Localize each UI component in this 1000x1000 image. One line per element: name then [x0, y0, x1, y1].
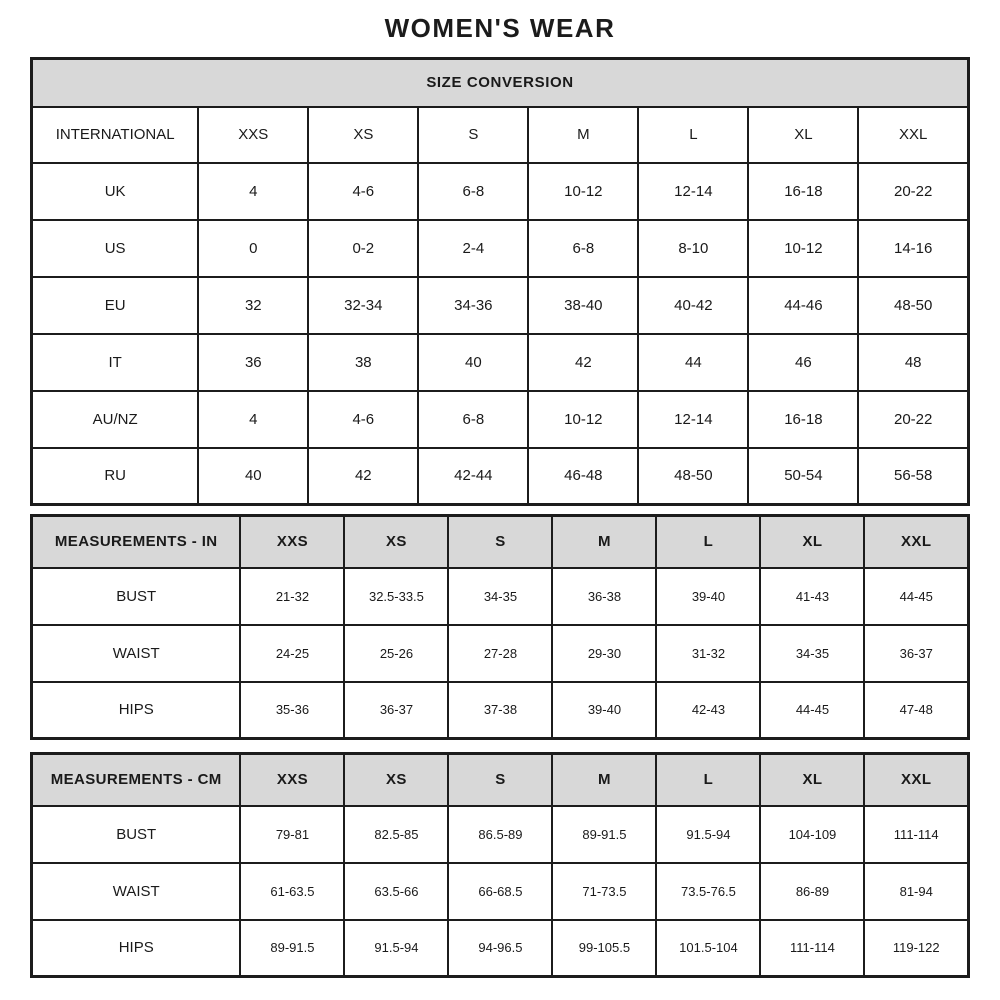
measurement-cell: 35-36: [240, 682, 344, 739]
size-cell: 20-22: [858, 163, 968, 220]
table-row: [32, 391, 969, 448]
table-banner-row: [32, 59, 969, 107]
measurement-cell: 104-109: [760, 806, 864, 863]
row-label: BUST: [32, 568, 241, 625]
size-cell: 42: [528, 334, 638, 391]
size-cell: 48-50: [858, 277, 968, 334]
measurement-cell: 63.5-66: [344, 863, 448, 920]
row-label: AU/NZ: [32, 391, 199, 448]
column-header: XL: [748, 107, 858, 163]
column-header: XXS: [240, 754, 344, 806]
measurement-cell: 91.5-94: [344, 920, 448, 977]
measurements-in-header-row: [32, 516, 969, 568]
size-cell: 32-34: [308, 277, 418, 334]
measurement-cell: 61-63.5: [240, 863, 344, 920]
table-row: [32, 863, 969, 920]
measurement-cell: 34-35: [448, 568, 552, 625]
measurement-cell: 82.5-85: [344, 806, 448, 863]
size-cell: 4-6: [308, 391, 418, 448]
measurement-cell: 47-48: [864, 682, 968, 739]
table-row: [32, 806, 969, 863]
measurement-cell: 111-114: [864, 806, 968, 863]
size-conversion-heading: SIZE CONVERSION: [32, 59, 969, 107]
size-cell: 10-12: [528, 391, 638, 448]
size-cell: 46: [748, 334, 858, 391]
table-row: [32, 625, 969, 682]
column-header: XXL: [864, 754, 968, 806]
measurement-cell: 27-28: [448, 625, 552, 682]
row-label: WAIST: [32, 863, 241, 920]
row-label: US: [32, 220, 199, 277]
measurement-cell: 89-91.5: [240, 920, 344, 977]
measurement-cell: 36-37: [864, 625, 968, 682]
measurement-cell: 81-94: [864, 863, 968, 920]
size-cell: 40: [418, 334, 528, 391]
column-header: XS: [344, 754, 448, 806]
column-header: XXL: [858, 107, 968, 163]
row-label: WAIST: [32, 625, 241, 682]
column-header: XXS: [240, 516, 344, 568]
measurement-cell: 89-91.5: [552, 806, 656, 863]
table-row: [32, 920, 969, 977]
measurement-cell: 86-89: [760, 863, 864, 920]
column-header: INTERNATIONAL: [32, 107, 199, 163]
measurement-cell: 25-26: [344, 625, 448, 682]
size-cell: 42-44: [418, 448, 528, 505]
size-header-row: [32, 107, 969, 163]
table-row: [32, 448, 969, 505]
column-header: XL: [760, 516, 864, 568]
column-header: XL: [760, 754, 864, 806]
size-cell: 42: [308, 448, 418, 505]
measurement-cell: 44-45: [760, 682, 864, 739]
size-cell: 48: [858, 334, 968, 391]
size-cell: 2-4: [418, 220, 528, 277]
size-cell: 10-12: [528, 163, 638, 220]
measurement-cell: 73.5-76.5: [656, 863, 760, 920]
measurements-in-table: [30, 514, 970, 740]
size-cell: 6-8: [418, 163, 528, 220]
measurement-cell: 99-105.5: [552, 920, 656, 977]
column-header: XXS: [198, 107, 308, 163]
measurement-cell: 91.5-94: [656, 806, 760, 863]
column-header: XXL: [864, 516, 968, 568]
size-cell: 14-16: [858, 220, 968, 277]
size-cell: 44-46: [748, 277, 858, 334]
measurement-cell: 36-38: [552, 568, 656, 625]
size-cell: 34-36: [418, 277, 528, 334]
size-cell: 0: [198, 220, 308, 277]
measurements-cm-table: [30, 752, 970, 978]
size-cell: 16-18: [748, 163, 858, 220]
size-cell: 20-22: [858, 391, 968, 448]
table-row: [32, 163, 969, 220]
row-label: IT: [32, 334, 199, 391]
row-label: EU: [32, 277, 199, 334]
measurement-cell: 39-40: [552, 682, 656, 739]
column-header: S: [448, 516, 552, 568]
size-cell: 46-48: [528, 448, 638, 505]
measurement-cell: 42-43: [656, 682, 760, 739]
measurement-cell: 39-40: [656, 568, 760, 625]
size-cell: 8-10: [638, 220, 748, 277]
row-label: HIPS: [32, 920, 241, 977]
column-header: L: [656, 516, 760, 568]
measurement-cell: 94-96.5: [448, 920, 552, 977]
table-row: [32, 220, 969, 277]
size-cell: 6-8: [418, 391, 528, 448]
size-cell: 44: [638, 334, 748, 391]
size-cell: 12-14: [638, 391, 748, 448]
size-cell: 6-8: [528, 220, 638, 277]
measurement-cell: 34-35: [760, 625, 864, 682]
measurement-cell: 32.5-33.5: [344, 568, 448, 625]
column-header: M: [528, 107, 638, 163]
measurement-cell: 31-32: [656, 625, 760, 682]
size-cell: 50-54: [748, 448, 858, 505]
table-row: [32, 682, 969, 739]
size-cell: 12-14: [638, 163, 748, 220]
measurement-cell: 21-32: [240, 568, 344, 625]
size-cell: 10-12: [748, 220, 858, 277]
table-row: [32, 277, 969, 334]
measurement-cell: 29-30: [552, 625, 656, 682]
column-header: M: [552, 516, 656, 568]
row-label: UK: [32, 163, 199, 220]
measurement-cell: 111-114: [760, 920, 864, 977]
column-header: XS: [308, 107, 418, 163]
row-label: HIPS: [32, 682, 241, 739]
page-title: WOMEN'S WEAR: [384, 13, 616, 43]
size-cell: 38-40: [528, 277, 638, 334]
size-cell: 38: [308, 334, 418, 391]
column-header: L: [656, 754, 760, 806]
column-header: XS: [344, 516, 448, 568]
measurement-cell: 44-45: [864, 568, 968, 625]
size-cell: 4-6: [308, 163, 418, 220]
measurements-cm-header-row: [32, 754, 969, 806]
measurement-cell: 66-68.5: [448, 863, 552, 920]
measurement-cell: 24-25: [240, 625, 344, 682]
size-cell: 48-50: [638, 448, 748, 505]
column-header: S: [448, 754, 552, 806]
size-cell: 56-58: [858, 448, 968, 505]
row-label: BUST: [32, 806, 241, 863]
size-cell: 16-18: [748, 391, 858, 448]
size-cell: 40-42: [638, 277, 748, 334]
size-cell: 36: [198, 334, 308, 391]
measurement-cell: 37-38: [448, 682, 552, 739]
measurement-cell: 79-81: [240, 806, 344, 863]
measurements-cm-heading: MEASUREMENTS - CM: [32, 754, 241, 806]
table-row: [32, 334, 969, 391]
size-cell: 4: [198, 391, 308, 448]
measurement-cell: 101.5-104: [656, 920, 760, 977]
size-cell: 40: [198, 448, 308, 505]
column-header: M: [552, 754, 656, 806]
measurements-in-heading: MEASUREMENTS - IN: [32, 516, 241, 568]
measurement-cell: 86.5-89: [448, 806, 552, 863]
column-header: L: [638, 107, 748, 163]
row-label: RU: [32, 448, 199, 505]
measurement-cell: 36-37: [344, 682, 448, 739]
size-cell: 0-2: [308, 220, 418, 277]
column-header: S: [418, 107, 528, 163]
size-cell: 4: [198, 163, 308, 220]
measurement-cell: 41-43: [760, 568, 864, 625]
table-row: [32, 568, 969, 625]
measurement-cell: 71-73.5: [552, 863, 656, 920]
size-conversion-table: [30, 57, 970, 506]
size-cell: 32: [198, 277, 308, 334]
measurement-cell: 119-122: [864, 920, 968, 977]
